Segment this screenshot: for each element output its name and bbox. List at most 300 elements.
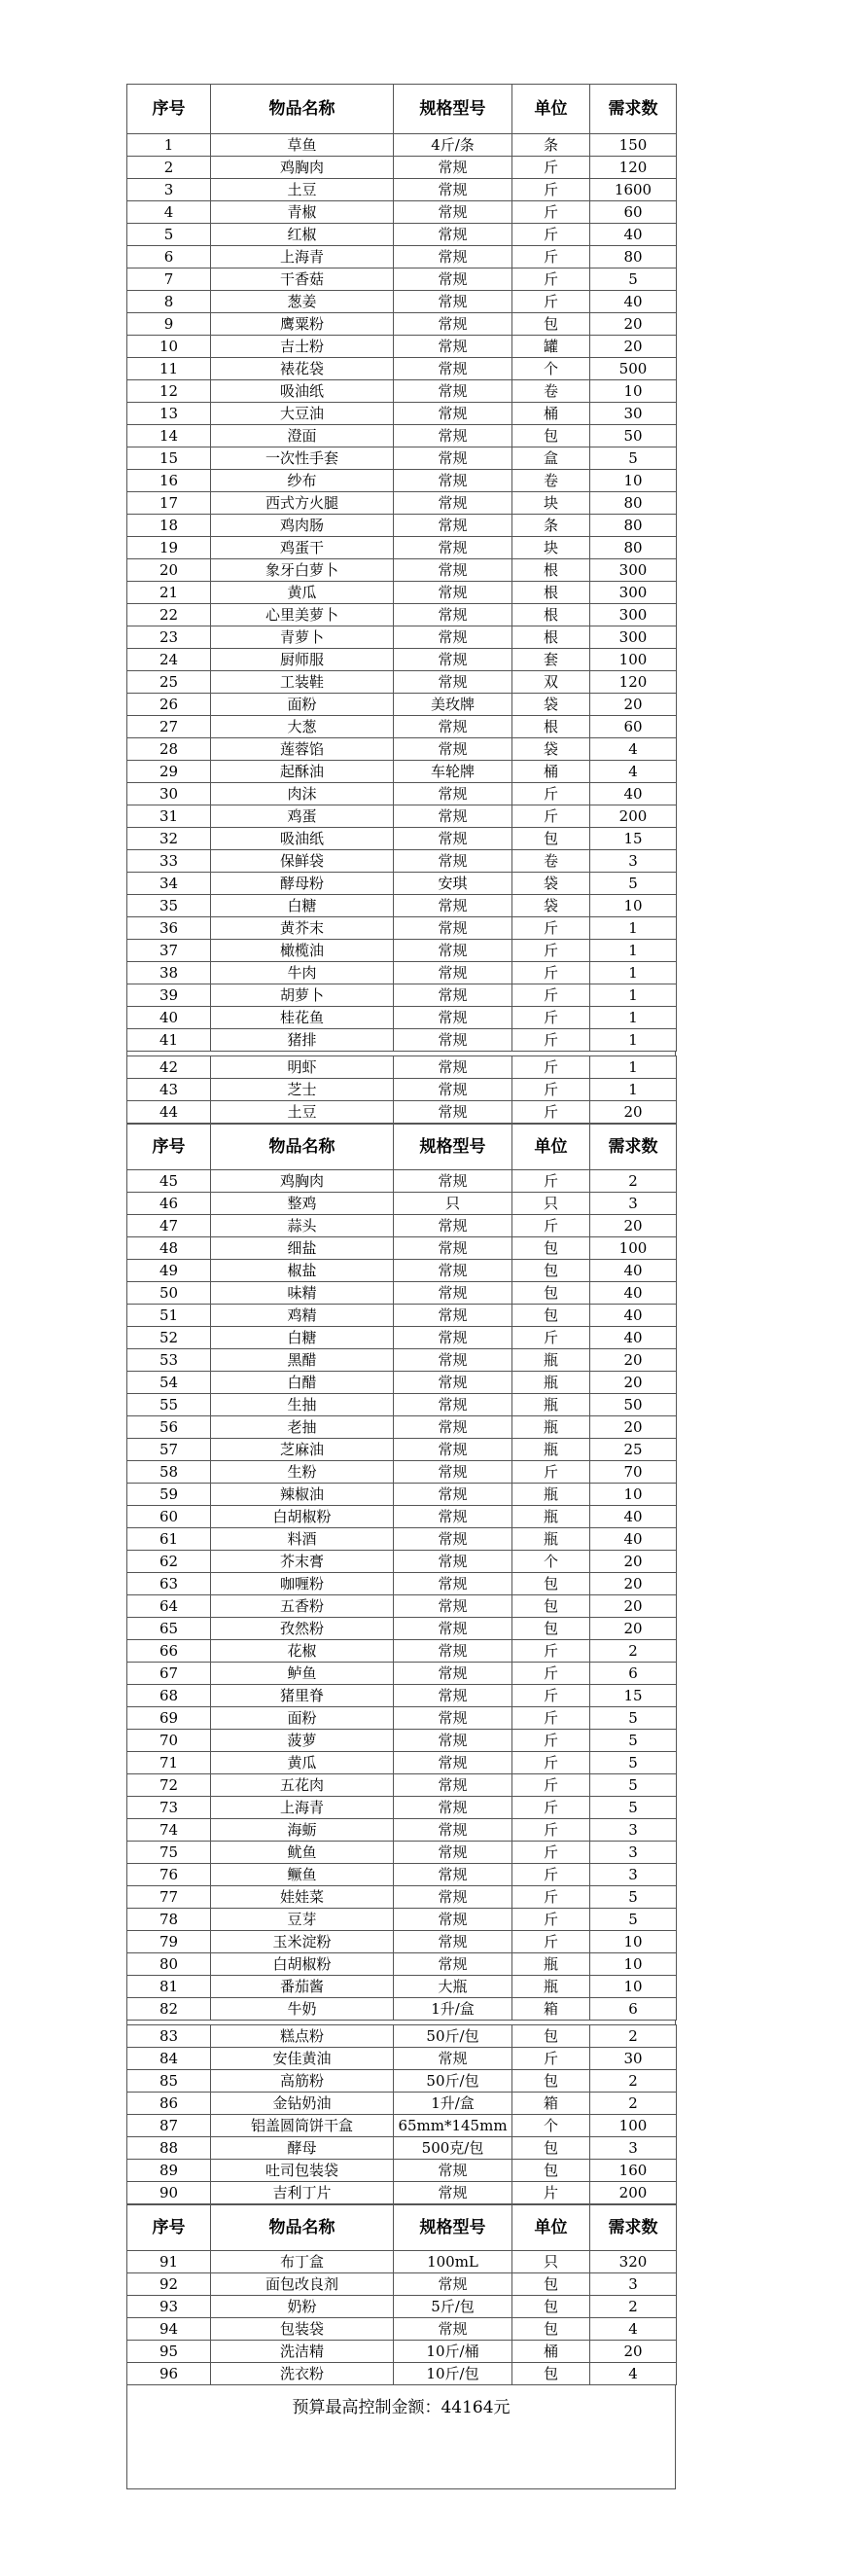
cell-spec: 常规 (394, 380, 512, 403)
cell-spec: 常规 (394, 1079, 512, 1101)
cell-quantity: 5 (590, 447, 677, 470)
cell-unit: 根 (512, 559, 590, 582)
cell-item-name: 工装鞋 (211, 671, 394, 694)
cell-index: 83 (127, 2025, 211, 2048)
cell-index: 65 (127, 1618, 211, 1640)
cell-spec: 常规 (394, 582, 512, 604)
cell-unit: 包 (512, 1618, 590, 1640)
cell-spec: 常规 (394, 1864, 512, 1886)
cell-unit: 斤 (512, 805, 590, 828)
cell-unit: 个 (512, 1551, 590, 1573)
table-row (127, 403, 677, 425)
cell-index: 21 (127, 582, 211, 604)
cell-item-name: 细盐 (211, 1237, 394, 1260)
cell-quantity: 3 (590, 2273, 677, 2296)
cell-index: 96 (127, 2363, 211, 2385)
cell-spec: 常规 (394, 962, 512, 984)
cell-unit: 包 (512, 828, 590, 850)
cell-quantity: 5 (590, 1707, 677, 1730)
cell-spec: 常规 (394, 470, 512, 492)
table-row (127, 1237, 677, 1260)
cell-spec: 常规 (394, 1595, 512, 1618)
cell-quantity: 20 (590, 1349, 677, 1372)
cell-item-name: 芝麻油 (211, 1439, 394, 1461)
cell-index: 67 (127, 1663, 211, 1685)
cell-quantity: 1 (590, 1007, 677, 1029)
cell-quantity: 50 (590, 1394, 677, 1416)
cell-unit: 卷 (512, 380, 590, 403)
cell-unit: 罐 (512, 336, 590, 358)
cell-unit: 斤 (512, 246, 590, 268)
table-row (127, 358, 677, 380)
cell-index: 40 (127, 1007, 211, 1029)
cell-item-name: 海蛎 (211, 1819, 394, 1842)
cell-index: 26 (127, 694, 211, 716)
cell-item-name: 芝士 (211, 1079, 394, 1101)
cell-spec: 10斤/桶 (394, 2341, 512, 2363)
cell-item-name: 猪排 (211, 1029, 394, 1052)
cell-unit: 包 (512, 1595, 590, 1618)
cell-item-name: 莲蓉馅 (211, 738, 394, 761)
column-header: 物品名称 (211, 1125, 394, 1170)
cell-index: 58 (127, 1461, 211, 1484)
table-row (127, 2048, 677, 2070)
cell-index: 23 (127, 626, 211, 649)
cell-item-name: 厨师服 (211, 649, 394, 671)
cell-unit: 个 (512, 358, 590, 380)
cell-item-name: 鱿鱼 (211, 1842, 394, 1864)
table-row (127, 962, 677, 984)
cell-unit: 桶 (512, 403, 590, 425)
cell-quantity: 20 (590, 2341, 677, 2363)
cell-quantity: 200 (590, 805, 677, 828)
cell-unit: 斤 (512, 984, 590, 1007)
table-row (127, 537, 677, 559)
cell-index: 20 (127, 559, 211, 582)
cell-quantity: 4 (590, 738, 677, 761)
cell-quantity: 100 (590, 1237, 677, 1260)
table-row (127, 917, 677, 940)
cell-unit: 瓶 (512, 1528, 590, 1551)
cell-item-name: 洗洁精 (211, 2341, 394, 2363)
cell-unit: 瓶 (512, 1372, 590, 1394)
cell-spec: 只 (394, 1193, 512, 1215)
column-header: 物品名称 (211, 2205, 394, 2251)
table-row (127, 1506, 677, 1528)
table-row (127, 1260, 677, 1282)
cell-unit: 斤 (512, 917, 590, 940)
cell-spec: 常规 (394, 1909, 512, 1931)
cell-spec: 常规 (394, 1842, 512, 1864)
cell-index: 49 (127, 1260, 211, 1282)
cell-quantity: 5 (590, 268, 677, 291)
cell-spec: 常规 (394, 1394, 512, 1416)
cell-quantity: 20 (590, 313, 677, 336)
cell-spec: 常规 (394, 805, 512, 828)
cell-spec: 常规 (394, 1327, 512, 1349)
cell-unit: 卷 (512, 470, 590, 492)
cell-unit: 瓶 (512, 1439, 590, 1461)
cell-index: 39 (127, 984, 211, 1007)
table-row (127, 201, 677, 224)
cell-item-name: 花椒 (211, 1640, 394, 1663)
cell-index: 92 (127, 2273, 211, 2296)
cell-item-name: 白糖 (211, 895, 394, 917)
cell-quantity: 1 (590, 917, 677, 940)
table-row (127, 1528, 677, 1551)
cell-unit: 根 (512, 604, 590, 626)
cell-item-name: 老抽 (211, 1416, 394, 1439)
cell-item-name: 鳜鱼 (211, 1864, 394, 1886)
cell-quantity: 150 (590, 134, 677, 157)
cell-spec: 1升/盒 (394, 1998, 512, 2021)
table-row (127, 1774, 677, 1797)
cell-item-name: 裱花袋 (211, 358, 394, 380)
table-row (127, 1595, 677, 1618)
cell-quantity: 2 (590, 2070, 677, 2093)
cell-index: 48 (127, 1237, 211, 1260)
cell-unit: 袋 (512, 873, 590, 895)
cell-unit: 双 (512, 671, 590, 694)
cell-spec: 常规 (394, 1707, 512, 1730)
cell-quantity: 3 (590, 1193, 677, 1215)
cell-quantity: 1 (590, 940, 677, 962)
cell-unit: 桶 (512, 761, 590, 783)
cell-quantity: 5 (590, 1797, 677, 1819)
cell-quantity: 300 (590, 582, 677, 604)
cell-quantity: 80 (590, 515, 677, 537)
cell-item-name: 一次性手套 (211, 447, 394, 470)
cell-unit: 斤 (512, 1752, 590, 1774)
cell-quantity: 100 (590, 2115, 677, 2137)
cell-index: 30 (127, 783, 211, 805)
table-row (127, 157, 677, 179)
table-row (127, 1372, 677, 1394)
cell-item-name: 桂花鱼 (211, 1007, 394, 1029)
table-row (127, 1056, 677, 1079)
cell-quantity: 40 (590, 1528, 677, 1551)
cell-spec: 常规 (394, 828, 512, 850)
cell-unit: 斤 (512, 1101, 590, 1124)
cell-item-name: 酵母 (211, 2137, 394, 2160)
cell-unit: 套 (512, 649, 590, 671)
cell-unit: 斤 (512, 1819, 590, 1842)
table-row (127, 1215, 677, 1237)
cell-spec: 常规 (394, 1618, 512, 1640)
cell-unit: 斤 (512, 291, 590, 313)
cell-quantity: 10 (590, 1931, 677, 1953)
cell-unit: 只 (512, 1193, 590, 1215)
cell-quantity: 80 (590, 492, 677, 515)
cell-unit: 斤 (512, 1774, 590, 1797)
cell-quantity: 40 (590, 1260, 677, 1282)
cell-spec: 常规 (394, 1237, 512, 1260)
cell-spec: 常规 (394, 1551, 512, 1573)
cell-unit: 斤 (512, 962, 590, 984)
cell-index: 19 (127, 537, 211, 559)
cell-unit: 斤 (512, 1170, 590, 1193)
cell-unit: 斤 (512, 1707, 590, 1730)
cell-unit: 包 (512, 2160, 590, 2182)
cell-quantity: 4 (590, 2363, 677, 2385)
table-row (127, 1797, 677, 1819)
cell-index: 68 (127, 1685, 211, 1707)
cell-unit: 瓶 (512, 1953, 590, 1976)
cell-unit: 包 (512, 2070, 590, 2093)
items-table-section (126, 2204, 677, 2385)
cell-spec: 常规 (394, 984, 512, 1007)
table-row (127, 2115, 677, 2137)
cell-quantity: 3 (590, 1819, 677, 1842)
table-row (127, 425, 677, 447)
cell-quantity: 300 (590, 559, 677, 582)
table-row (127, 805, 677, 828)
cell-unit: 包 (512, 313, 590, 336)
cell-item-name: 白糖 (211, 1327, 394, 1349)
table-row (127, 313, 677, 336)
cell-unit: 瓶 (512, 1349, 590, 1372)
column-header: 序号 (127, 85, 211, 134)
column-header: 规格型号 (394, 2205, 512, 2251)
cell-unit: 斤 (512, 1663, 590, 1685)
cell-item-name: 橄榄油 (211, 940, 394, 962)
cell-index: 81 (127, 1976, 211, 1998)
cell-item-name: 肉沫 (211, 783, 394, 805)
cell-index: 28 (127, 738, 211, 761)
table-row (127, 470, 677, 492)
cell-unit: 包 (512, 1282, 590, 1305)
table-row (127, 2363, 677, 2385)
table-row (127, 2341, 677, 2363)
items-table-section (126, 1055, 677, 1124)
cell-quantity: 70 (590, 1461, 677, 1484)
cell-item-name: 保鲜袋 (211, 850, 394, 873)
cell-spec: 常规 (394, 940, 512, 962)
cell-quantity: 20 (590, 1551, 677, 1573)
cell-index: 72 (127, 1774, 211, 1797)
table-row (127, 1349, 677, 1372)
cell-quantity: 10 (590, 1953, 677, 1976)
cell-spec: 常规 (394, 447, 512, 470)
cell-unit: 斤 (512, 1797, 590, 1819)
cell-unit: 斤 (512, 1079, 590, 1101)
cell-quantity: 1 (590, 984, 677, 1007)
cell-quantity: 40 (590, 291, 677, 313)
cell-item-name: 干香菇 (211, 268, 394, 291)
table-row (127, 850, 677, 873)
cell-index: 6 (127, 246, 211, 268)
cell-spec: 常规 (394, 895, 512, 917)
cell-quantity: 120 (590, 157, 677, 179)
cell-spec: 常规 (394, 1260, 512, 1282)
table-row (127, 380, 677, 403)
table-row (127, 1170, 677, 1193)
table-row (127, 1305, 677, 1327)
cell-index: 50 (127, 1282, 211, 1305)
header-row (127, 1125, 677, 1170)
cell-spec: 常规 (394, 291, 512, 313)
cell-spec: 常规 (394, 1730, 512, 1752)
cell-item-name: 明虾 (211, 1056, 394, 1079)
cell-index: 36 (127, 917, 211, 940)
column-header: 需求数 (590, 85, 677, 134)
table-row (127, 336, 677, 358)
cell-item-name: 鸡精 (211, 1305, 394, 1327)
cell-index: 4 (127, 201, 211, 224)
cell-item-name: 青萝卜 (211, 626, 394, 649)
cell-quantity: 10 (590, 470, 677, 492)
cell-index: 85 (127, 2070, 211, 2093)
cell-quantity: 50 (590, 425, 677, 447)
cell-unit: 斤 (512, 1864, 590, 1886)
cell-index: 43 (127, 1079, 211, 1101)
cell-item-name: 吸油纸 (211, 380, 394, 403)
cell-item-name: 心里美萝卜 (211, 604, 394, 626)
cell-spec: 常规 (394, 2182, 512, 2204)
cell-item-name: 鸡胸肉 (211, 157, 394, 179)
table-row (127, 2070, 677, 2093)
cell-index: 76 (127, 1864, 211, 1886)
cell-quantity: 20 (590, 1372, 677, 1394)
cell-unit: 包 (512, 2137, 590, 2160)
table-row (127, 1416, 677, 1439)
cell-spec: 常规 (394, 2160, 512, 2182)
cell-quantity: 25 (590, 1439, 677, 1461)
cell-spec: 100mL (394, 2251, 512, 2273)
cell-index: 41 (127, 1029, 211, 1052)
cell-index: 53 (127, 1349, 211, 1372)
cell-quantity: 1 (590, 962, 677, 984)
cell-unit: 斤 (512, 1215, 590, 1237)
cell-index: 52 (127, 1327, 211, 1349)
cell-quantity: 60 (590, 716, 677, 738)
column-header: 单位 (512, 2205, 590, 2251)
cell-unit: 箱 (512, 1998, 590, 2021)
cell-unit: 盒 (512, 447, 590, 470)
cell-item-name: 包装袋 (211, 2318, 394, 2341)
cell-item-name: 咖喱粉 (211, 1573, 394, 1595)
cell-quantity: 3 (590, 1864, 677, 1886)
table-row (127, 2093, 677, 2115)
cell-spec: 常规 (394, 1886, 512, 1909)
cell-index: 33 (127, 850, 211, 873)
cell-index: 93 (127, 2296, 211, 2318)
table-row (127, 291, 677, 313)
cell-spec: 常规 (394, 425, 512, 447)
cell-quantity: 10 (590, 380, 677, 403)
cell-item-name: 鹰粟粉 (211, 313, 394, 336)
cell-index: 15 (127, 447, 211, 470)
cell-index: 35 (127, 895, 211, 917)
items-table-section (126, 2024, 677, 2204)
cell-spec: 常规 (394, 850, 512, 873)
cell-quantity: 20 (590, 1215, 677, 1237)
table-row (127, 1707, 677, 1730)
table-row (127, 716, 677, 738)
cell-item-name: 上海青 (211, 246, 394, 268)
cell-index: 55 (127, 1394, 211, 1416)
cell-item-name: 洗衣粉 (211, 2363, 394, 2385)
cell-unit: 斤 (512, 940, 590, 962)
cell-spec: 常规 (394, 2273, 512, 2296)
cell-quantity: 120 (590, 671, 677, 694)
cell-unit: 瓶 (512, 1976, 590, 1998)
cell-unit: 袋 (512, 694, 590, 716)
cell-unit: 瓶 (512, 1484, 590, 1506)
column-header: 物品名称 (211, 85, 394, 134)
cell-unit: 斤 (512, 1931, 590, 1953)
table-row (127, 2182, 677, 2204)
table-row (127, 1842, 677, 1864)
table-row (127, 1029, 677, 1052)
cell-item-name: 澄面 (211, 425, 394, 447)
cell-unit: 包 (512, 2363, 590, 2385)
cell-quantity: 3 (590, 1842, 677, 1864)
cell-quantity: 300 (590, 604, 677, 626)
table-row (127, 2025, 677, 2048)
cell-index: 18 (127, 515, 211, 537)
cell-item-name: 五花肉 (211, 1774, 394, 1797)
cell-unit: 斤 (512, 1461, 590, 1484)
cell-index: 57 (127, 1439, 211, 1461)
cell-spec: 常规 (394, 1056, 512, 1079)
cell-unit: 瓶 (512, 1416, 590, 1439)
cell-spec: 大瓶 (394, 1976, 512, 1998)
cell-item-name: 酵母粉 (211, 873, 394, 895)
cell-index: 62 (127, 1551, 211, 1573)
cell-item-name: 草鱼 (211, 134, 394, 157)
cell-spec: 常规 (394, 1282, 512, 1305)
cell-spec: 常规 (394, 1752, 512, 1774)
cell-index: 17 (127, 492, 211, 515)
table-row (127, 1394, 677, 1416)
cell-index: 88 (127, 2137, 211, 2160)
table-row (127, 694, 677, 716)
cell-spec: 常规 (394, 1416, 512, 1439)
cell-unit: 斤 (512, 1007, 590, 1029)
cell-spec: 常规 (394, 313, 512, 336)
cell-spec: 常规 (394, 626, 512, 649)
cell-quantity: 40 (590, 1506, 677, 1528)
cell-unit: 斤 (512, 1029, 590, 1052)
cell-index: 60 (127, 1506, 211, 1528)
cell-spec: 65mm*145mm (394, 2115, 512, 2137)
cell-index: 45 (127, 1170, 211, 1193)
cell-item-name: 面粉 (211, 1707, 394, 1730)
cell-index: 84 (127, 2048, 211, 2070)
cell-index: 5 (127, 224, 211, 246)
cell-item-name: 味精 (211, 1282, 394, 1305)
cell-spec: 常规 (394, 515, 512, 537)
cell-index: 56 (127, 1416, 211, 1439)
cell-index: 77 (127, 1886, 211, 1909)
cell-unit: 斤 (512, 179, 590, 201)
cell-unit: 包 (512, 1260, 590, 1282)
table-row (127, 1618, 677, 1640)
cell-quantity: 3 (590, 2137, 677, 2160)
table-row (127, 873, 677, 895)
cell-quantity: 5 (590, 1730, 677, 1752)
table-row (127, 1573, 677, 1595)
cell-spec: 常规 (394, 2318, 512, 2341)
cell-item-name: 猪里脊 (211, 1685, 394, 1707)
table-row (127, 1551, 677, 1573)
cell-index: 22 (127, 604, 211, 626)
cell-spec: 车轮牌 (394, 761, 512, 783)
column-header: 单位 (512, 1125, 590, 1170)
cell-quantity: 5 (590, 1774, 677, 1797)
cell-spec: 常规 (394, 1663, 512, 1685)
